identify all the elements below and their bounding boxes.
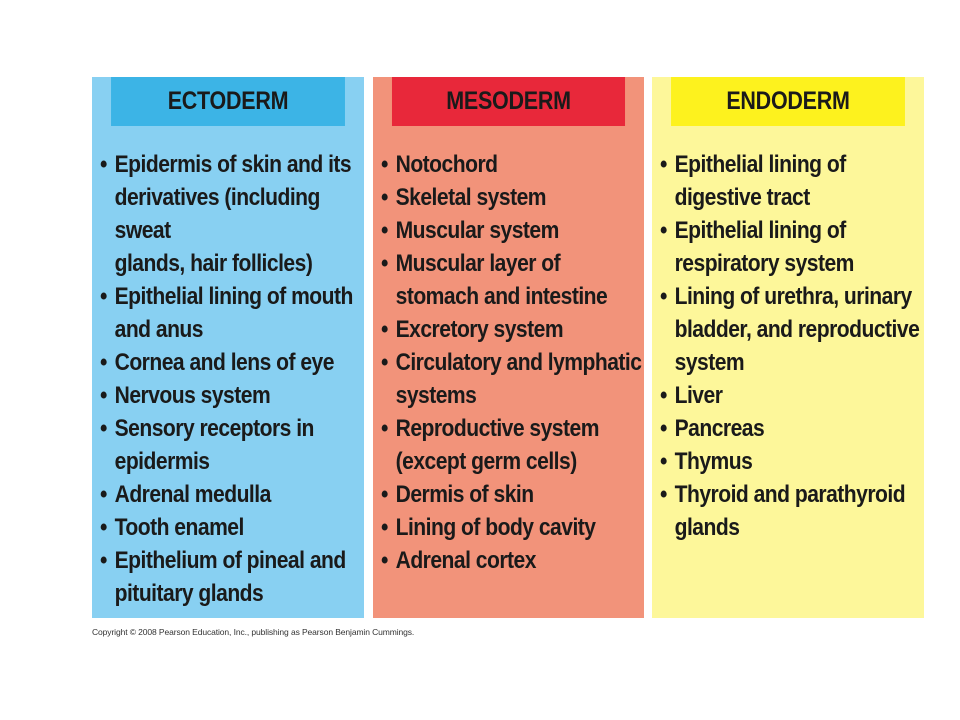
mesoderm-header: MESODERM xyxy=(392,77,625,126)
list-item: • Thymus xyxy=(660,445,933,478)
list-item: • Lining of body cavity xyxy=(381,511,654,544)
ectoderm-list xyxy=(92,126,364,610)
list-item: • Lining of urethra, urinary bladder, and reproductive system xyxy=(660,280,933,379)
list-item: • Epithelial lining of mouth and anus xyxy=(100,280,373,346)
list-item: • Muscular system xyxy=(381,214,654,247)
endoderm-column xyxy=(652,77,924,618)
list-item: • Adrenal medulla xyxy=(100,478,373,511)
list-item: • Sensory receptors in epidermis xyxy=(100,412,373,478)
list-item: • Epithelium of pineal and pituitary glands xyxy=(100,544,373,610)
mesoderm-list xyxy=(373,126,644,577)
list-item: • Notochord xyxy=(381,148,654,181)
list-item: • Nervous system xyxy=(100,379,373,412)
list-item: • Epithelial lining of digestive tract xyxy=(660,148,933,214)
list-item: • Tooth enamel xyxy=(100,511,373,544)
ectoderm-column xyxy=(92,77,364,618)
ectoderm-header: ECTODERM xyxy=(111,77,345,126)
endoderm-header: ENDODERM xyxy=(671,77,905,126)
mesoderm-column xyxy=(373,77,644,618)
list-item: • Epithelial lining of respiratory system xyxy=(660,214,933,280)
list-item: • Muscular layer of stomach and intestine xyxy=(381,247,654,313)
list-item: • Thyroid and parathyroid glands xyxy=(660,478,933,544)
copyright-notice: Copyright © 2008 Pearson Education, Inc., publishing as Pearson Benjamin Cummings. xyxy=(92,627,415,637)
list-item: • Cornea and lens of eye xyxy=(100,346,373,379)
endoderm-list xyxy=(652,126,924,544)
list-item: • Dermis of skin xyxy=(381,478,654,511)
list-item: • Excretory system xyxy=(381,313,654,346)
list-item: • Skeletal system xyxy=(381,181,654,214)
list-item: • Circulatory and lymphatic systems xyxy=(381,346,654,412)
list-item: • Liver xyxy=(660,379,933,412)
list-item: • Pancreas xyxy=(660,412,933,445)
list-item: • Reproductive system (except germ cells) xyxy=(381,412,654,478)
list-item: • Epidermis of skin and its derivatives (including sweat glands, hair follicles) xyxy=(100,148,373,280)
list-item: • Adrenal cortex xyxy=(381,544,654,577)
